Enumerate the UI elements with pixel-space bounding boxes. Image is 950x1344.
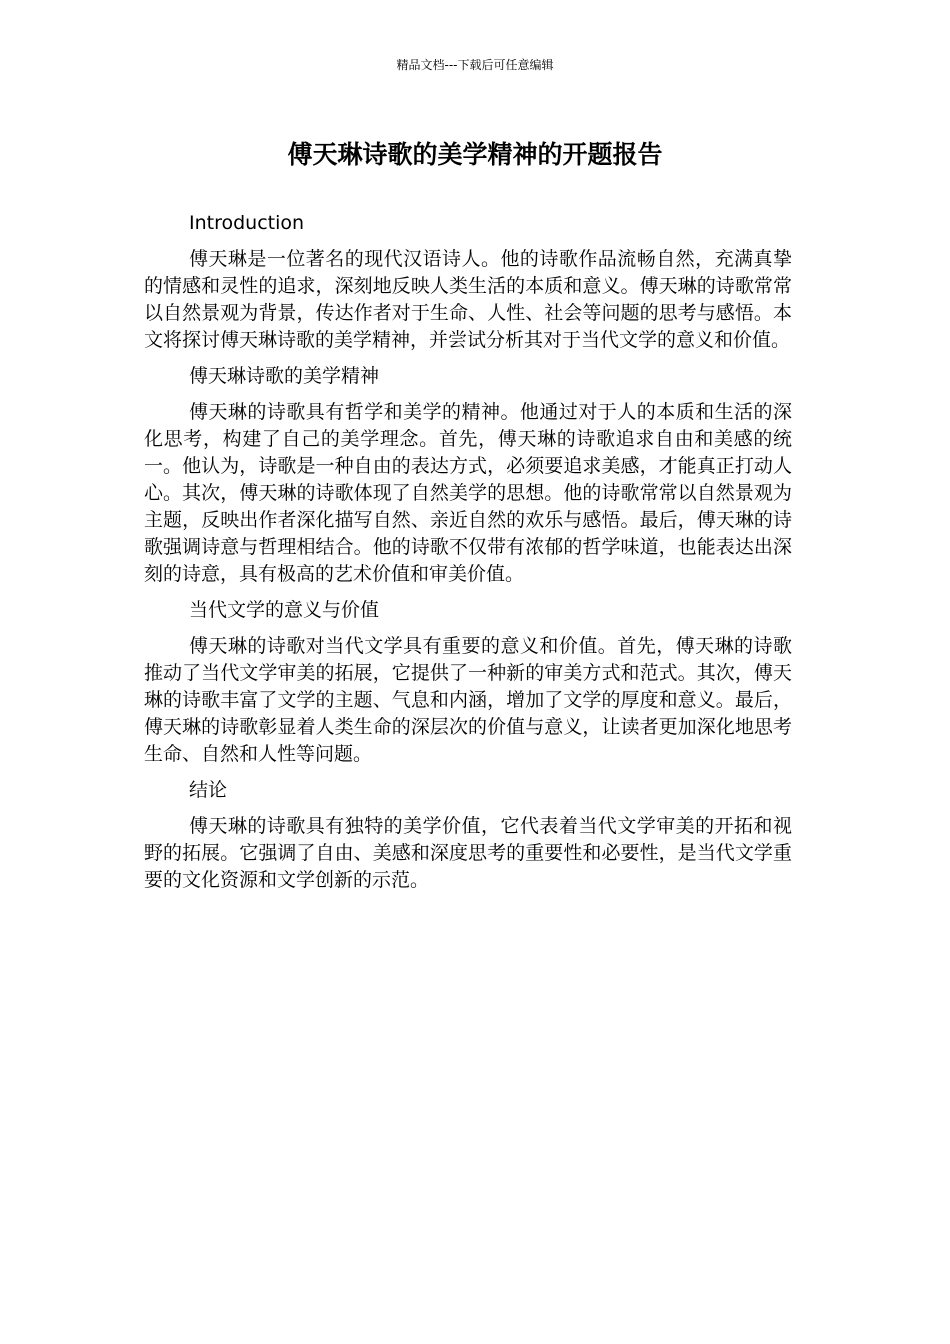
section-heading: 傅天琳诗歌的美学精神 [189, 365, 380, 387]
section-conclusion [144, 777, 792, 894]
section-aesthetic-spirit [144, 363, 792, 588]
section-paragraph: 傅天琳的诗歌具有独特的美学价值，它代表着当代文学审美的开拓和视野的拓展。它强调了自由、美感和深度思考的重要性和必要性，是当代文学重要的文化资源和文学创新的示范。 [144, 815, 792, 891]
section-paragraph: 傅天琳的诗歌对当代文学具有重要的意义和价值。首先，傅天琳的诗歌推动了当代文学审美的拓展，它提供了一种新的审美方式和范式。其次，傅天琳的诗歌丰富了文学的主题、气息和内涵，增加了文学的厚度和意义。最后，傅天琳的诗歌彰显着人类生命的深层次的价值与意义，让读者更加深化地思考生命、自然和人性等问题。 [144, 635, 792, 765]
section-heading: Introduction [189, 212, 305, 234]
section-heading: 结论 [189, 779, 228, 801]
section-introduction [144, 210, 792, 354]
section-paragraph: 傅天琳是一位著名的现代汉语诗人。他的诗歌作品流畅自然，充满真挚的情感和灵性的追求，深刻地反映人类生活的本质和意义。傅天琳的诗歌常常以自然景观为背景，传达作者对于生命、人性、社会等问题的思考与感悟。本文将探讨傅天琳诗歌的美学精神，并尝试分析其对于当代文学的意义和价值。 [144, 248, 792, 351]
section-heading: 当代文学的意义与价值 [189, 599, 380, 621]
section-paragraph: 傅天琳的诗歌具有哲学和美学的精神。他通过对于人的本质和生活的深化思考，构建了自己的美学理念。首先，傅天琳的诗歌追求自由和美感的统一。他认为，诗歌是一种自由的表达方式，必须要追求美感，才能真正打动人心。其次，傅天琳的诗歌体现了自然美学的思想。他的诗歌常常以自然景观为主题，反映出作者深化描写自然、亲近自然的欢乐与感悟。最后，傅天琳的诗歌强调诗意与哲理相结合。他的诗歌不仅带有浓郁的哲学味道，也能表达出深刻的诗意，具有极高的艺术价值和审美价值。 [144, 401, 792, 585]
page-header-note: 精品文档---下载后可任意编辑 [396, 58, 554, 72]
section-contemporary-significance [144, 597, 792, 768]
document-body [144, 210, 792, 903]
document-title: 傅天琳诗歌的美学精神的开题报告 [287, 140, 663, 169]
